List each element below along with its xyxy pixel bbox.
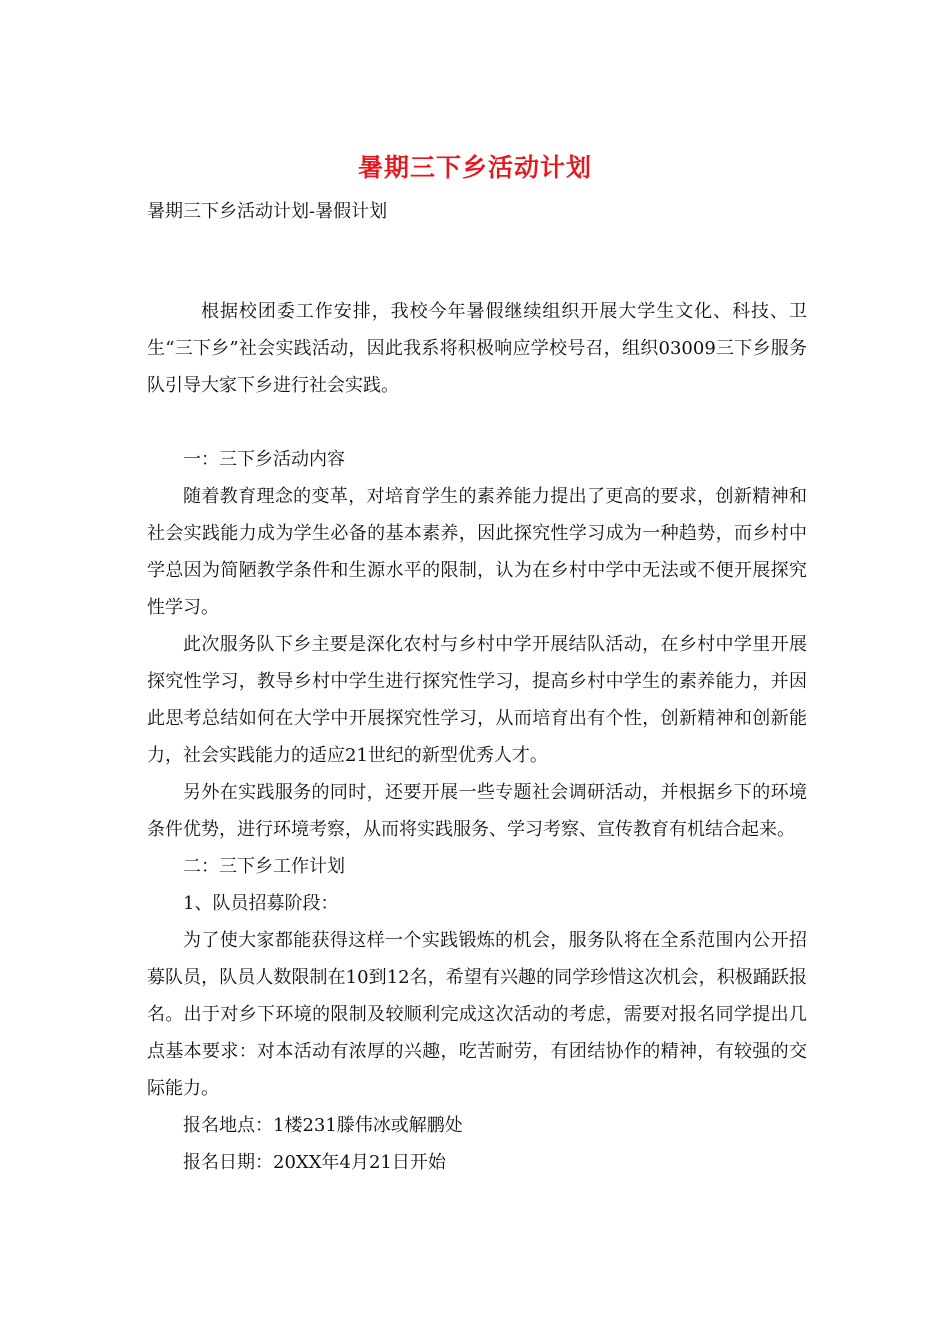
section-heading-content: 一：三下乡活动内容 [183, 449, 345, 470]
body-paragraph: 另外在实践服务的同时，还要开展一些专题社会调研活动，并根据乡下的环境条件优势，进行环境考察，从而将实践服务、学习考察、宣传教育有机结合起来。 [147, 782, 807, 840]
intro-paragraph: 根据校团委工作安排，我校今年暑假继续组织开展大学生文化、科技、卫生“三下乡”社会实践活动，因此我系将积极响应学校号召，组织03009三下乡服务队引导大家下乡进行社会实践。 [147, 301, 807, 396]
document-title: 暑期三下乡活动计划 [357, 153, 592, 182]
document-body [147, 293, 807, 1181]
subsection-heading-recruit: 1、队员招募阶段： [183, 893, 339, 914]
signup-date: 报名日期：20XX年4月21日开始 [183, 1152, 446, 1173]
body-paragraph: 为了使大家都能获得这样一个实践锻炼的机会，服务队将在全系范围内公开招募队员，队员人数限制在10到12名，希望有兴趣的同学珍惜这次机会，积极踊跃报名。出于对乡下环境的限制及较顺利完成这次活动的考虑，需要对报名同学提出几点基本要求：对本活动有浓厚的兴趣，吃苦耐劳，有团结协作的精神，有较强的交际能力。 [147, 930, 807, 1099]
signup-location: 报名地点：1楼231滕伟冰或解鹏处 [183, 1115, 463, 1136]
body-paragraph: 此次服务队下乡主要是深化农村与乡村中学开展结队活动，在乡村中学里开展探究性学习，教导乡村中学生进行探究性学习，提高乡村中学生的素养能力，并因此思考总结如何在大学中开展探究性学习，从而培育出有个性，创新精神和创新能力，社会实践能力的适应21世纪的新型优秀人才。 [147, 634, 807, 766]
body-paragraph: 随着教育理念的变革，对培育学生的素养能力提出了更高的要求，创新精神和社会实践能力成为学生必备的基本素养，因此探究性学习成为一种趋势，而乡村中学总因为简陋教学条件和生源水平的限制，认为在乡村中学中无法或不便开展探究性学习。 [147, 486, 807, 618]
document-subtitle: 暑期三下乡活动计划-暑假计划 [147, 201, 388, 222]
section-heading-plan: 二：三下乡工作计划 [183, 856, 345, 877]
